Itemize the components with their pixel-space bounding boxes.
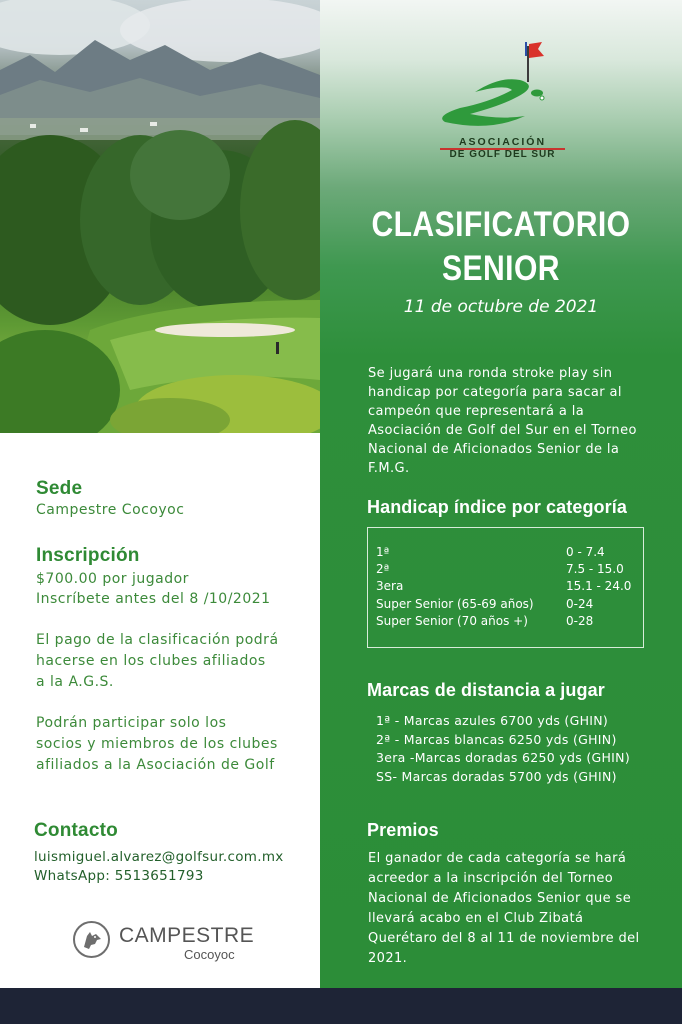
tees-line: 1ª - Marcas azules 6700 yds (GHIN) xyxy=(376,713,609,728)
handicap-row xyxy=(376,597,636,614)
handicap-range: 0-24 xyxy=(566,597,594,611)
club-sub: Cocoyoc xyxy=(184,947,235,962)
handicap-row xyxy=(376,545,636,562)
description-line: F.M.G. xyxy=(368,461,410,476)
handicap-row xyxy=(376,562,636,579)
tees-line: 3era -Marcas doradas 6250 yds (GHIN) xyxy=(376,750,630,765)
org-name-line1: ASOCIACIÓN xyxy=(458,136,547,148)
footer-bar xyxy=(0,988,682,1024)
prizes-line: 2021. xyxy=(368,951,408,966)
asociacion-golf-del-sur-logo xyxy=(430,40,575,160)
payment-line: El pago de la clasificación podrá xyxy=(36,632,279,648)
description-line: campeón que representará a la xyxy=(368,404,585,419)
description-line: Asociación de Golf del Sur en el Torneo xyxy=(368,423,637,438)
contact-whatsapp[interactable]: WhatsApp: 5513651793 xyxy=(34,868,204,884)
handicap-category: 3era xyxy=(376,579,404,593)
contact-email-link[interactable]: luismiguel.alvarez@golfsur.com.mx xyxy=(34,849,284,865)
prizes-line: Nacional de Aficionados Senior que se xyxy=(368,891,632,906)
prizes-line: llevará acabo en el Club Zibatá xyxy=(368,911,584,926)
payment-line: hacerse en los clubes afiliados xyxy=(36,653,266,669)
event-title-line2: SENIOR xyxy=(441,249,560,288)
handicap-row xyxy=(376,614,636,631)
golf-course-photo xyxy=(0,0,320,433)
registration-price: $700.00 por jugador xyxy=(36,571,189,587)
eligibility-line: afiliados a la Asociación de Golf xyxy=(36,757,275,773)
handicap-heading: Handicap índice por categoría xyxy=(367,497,627,517)
event-details-column xyxy=(0,433,320,988)
prizes-line: Querétaro del 8 al 11 de noviembre del xyxy=(368,931,640,946)
venue-heading: Sede xyxy=(36,478,83,499)
golf-flag-s-logo-icon xyxy=(430,40,575,135)
handicap-range: 0 - 7.4 xyxy=(566,545,605,559)
description-line: handicap por categoría para sacar al xyxy=(368,385,622,400)
payment-line: a la A.G.S. xyxy=(36,674,114,690)
eligibility-line: socios y miembros de los clubes xyxy=(36,736,278,752)
handicap-category: 1ª xyxy=(376,545,390,559)
prizes-line: acreedor a la inscripción del Torneo xyxy=(368,871,614,886)
eligibility-line: Podrán participar solo los xyxy=(36,715,227,731)
handicap-row xyxy=(376,579,636,596)
prizes-line: El ganador de cada categoría se hará xyxy=(368,851,627,866)
event-info-panel xyxy=(320,0,682,988)
golf-course-landscape-photo xyxy=(0,0,320,433)
registration-heading: Inscripción xyxy=(36,545,140,566)
description-line: Se jugará una ronda stroke play sin xyxy=(368,366,613,381)
handicap-category: Super Senior (70 años +) xyxy=(376,614,528,628)
handicap-category: Super Senior (65-69 años) xyxy=(376,597,534,611)
event-title-line1: CLASIFICATORIO xyxy=(371,205,631,244)
handicap-category: 2ª xyxy=(376,562,390,576)
handicap-table xyxy=(367,527,644,648)
event-date: 11 de octubre de 2021 xyxy=(403,297,599,317)
handicap-range: 7.5 - 15.0 xyxy=(566,562,624,576)
club-name: CAMPESTRE xyxy=(119,924,255,947)
venue-name: Campestre Cocoyoc xyxy=(36,502,185,518)
tees-line: SS- Marcas doradas 5700 yds (GHIN) xyxy=(376,768,617,784)
registration-deadline: Inscríbete antes del 8 /10/2021 xyxy=(36,591,271,607)
handicap-range: 0-28 xyxy=(566,614,594,628)
org-name-line2: DE GOLF DEL SUR xyxy=(449,149,556,160)
tees-heading: Marcas de distancia a jugar xyxy=(367,680,605,700)
prizes-heading: Premios xyxy=(367,820,439,840)
tees-list xyxy=(376,712,630,786)
tees-line: 2ª - Marcas blancas 6250 yds (GHIN) xyxy=(376,731,617,747)
dog-head-emblem-icon xyxy=(73,921,110,958)
campestre-cocoyoc-logo xyxy=(73,921,253,965)
handicap-range: 15.1 - 24.0 xyxy=(566,579,632,593)
description-line: Nacional de Aficionados Senior de la xyxy=(368,442,620,457)
contact-heading: Contacto xyxy=(34,820,118,841)
